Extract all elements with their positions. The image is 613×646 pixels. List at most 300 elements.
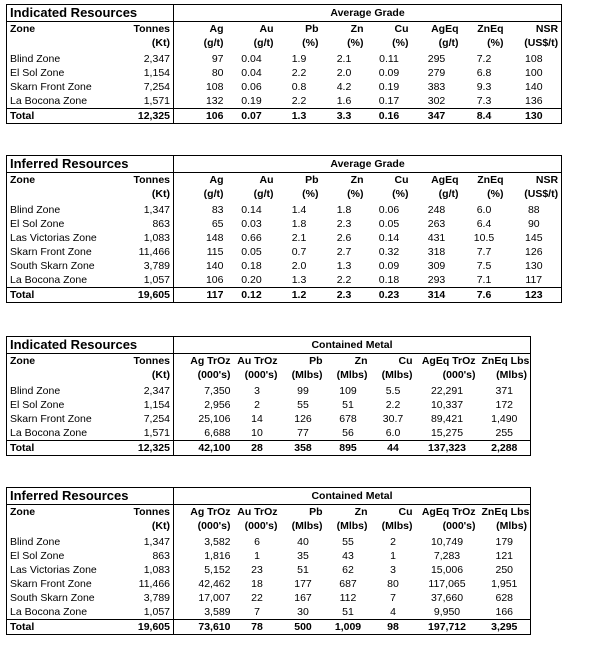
table-cell: 5.5 xyxy=(385,385,401,397)
table-cell: 117,065 xyxy=(428,578,466,590)
table-cell: 9.3 xyxy=(476,81,492,93)
table-row xyxy=(7,217,562,231)
table-cell: 130 xyxy=(525,260,543,272)
zone-name: Blind Zone xyxy=(10,204,61,216)
column-header: Ag xyxy=(174,22,227,37)
table-cell: 14 xyxy=(251,413,263,425)
column-header: AgEq TrOz xyxy=(421,355,476,367)
table-cell: 302 xyxy=(427,95,446,107)
column-header: (Mlbs) xyxy=(291,369,323,381)
total-cell: 28 xyxy=(234,441,281,456)
table-cell: 112 xyxy=(339,592,357,604)
table-cell: 99 xyxy=(297,385,309,397)
table-cell: 1.8 xyxy=(336,204,352,216)
table-cell: 7.5 xyxy=(476,260,492,272)
column-header: Cu xyxy=(394,174,409,186)
column-header: Zone xyxy=(7,173,117,188)
table-cell: 6.0 xyxy=(476,204,492,216)
table-cell: 431 xyxy=(427,232,446,244)
total-cell: 0.07 xyxy=(227,109,277,124)
table-cell: 1,154 xyxy=(143,399,170,411)
column-header: (Kt) xyxy=(151,369,170,381)
table-cell: 5,152 xyxy=(174,563,234,577)
table-cell: 7 xyxy=(390,592,396,604)
table-cell: 166 xyxy=(495,606,514,618)
table-cell: 10,749 xyxy=(430,536,464,548)
table-row xyxy=(7,533,531,549)
column-header: (%) xyxy=(347,188,364,200)
table-title: Indicated Resources xyxy=(10,5,138,20)
column-header: Zn xyxy=(350,23,364,35)
column-header: (000's) xyxy=(174,368,234,382)
column-header: Zone xyxy=(7,354,117,369)
table-cell: 0.09 xyxy=(378,260,400,272)
table-cell: 2,347 xyxy=(143,53,170,65)
column-header: (US$/t) xyxy=(524,37,559,49)
group-header: Contained Metal xyxy=(174,488,531,505)
table-cell: 0.18 xyxy=(241,260,262,272)
total-cell: 314 xyxy=(412,288,462,303)
column-header: Pb xyxy=(305,174,319,186)
table-cell: 56 xyxy=(342,427,354,439)
table-cell: 6 xyxy=(254,536,260,548)
total-row xyxy=(7,109,562,124)
table-cell: 2.2 xyxy=(385,399,401,411)
table-cell: 1,816 xyxy=(174,549,234,563)
total-cell: 78 xyxy=(234,620,281,635)
table-cell: 1.3 xyxy=(336,260,352,272)
table-row xyxy=(7,66,562,80)
column-header: (Mlbs) xyxy=(381,369,413,381)
table-cell: 51 xyxy=(297,564,309,576)
table-cell: 25,106 xyxy=(174,412,234,426)
table-cell: 2.1 xyxy=(336,53,352,65)
column-header: (Kt) xyxy=(151,520,170,532)
column-header: NSR xyxy=(535,174,559,186)
column-header: AgEq TrOz xyxy=(421,506,476,518)
table-cell: 42,462 xyxy=(174,577,234,591)
table-cell: 0.19 xyxy=(241,95,262,107)
table-cell: 11,466 xyxy=(138,578,170,590)
table-cell: 2.3 xyxy=(336,218,352,230)
table-cell: 2.2 xyxy=(291,67,307,79)
table-cell: 43 xyxy=(342,550,354,562)
table-cell: 2,956 xyxy=(174,398,234,412)
table-cell: 6.4 xyxy=(476,218,492,230)
column-header: (000's) xyxy=(442,520,476,532)
column-header: Tonnes xyxy=(117,22,174,37)
resource-table xyxy=(6,4,562,124)
column-header: (g/t) xyxy=(438,188,459,200)
zone-name: South Skarn Zone xyxy=(10,592,95,604)
column-header: ZnEq Lbs xyxy=(481,355,530,367)
table-cell: 18 xyxy=(251,578,263,590)
table-cell: 863 xyxy=(152,218,170,230)
table-cell: 7,254 xyxy=(143,413,170,425)
table-row xyxy=(7,605,531,620)
column-header: Zn xyxy=(354,355,368,367)
table-cell: 7,283 xyxy=(433,550,461,562)
table-cell: 77 xyxy=(297,427,309,439)
table-cell: 11,466 xyxy=(138,246,170,258)
column-header: Au xyxy=(259,174,274,186)
column-header: Cu xyxy=(398,355,413,367)
column-header: Zn xyxy=(354,506,368,518)
column-header: (%) xyxy=(392,37,409,49)
table-cell: 148 xyxy=(174,231,227,245)
table-cell: 1,490 xyxy=(491,413,518,425)
zone-name: Skarn Front Zone xyxy=(10,413,92,425)
table-row xyxy=(7,259,562,273)
table-row xyxy=(7,549,531,563)
table-cell: 250 xyxy=(495,564,514,576)
table-cell: 1,347 xyxy=(143,536,170,548)
table-cell: 2 xyxy=(254,399,260,411)
column-header: (g/t) xyxy=(253,37,274,49)
table-cell: 0.11 xyxy=(379,53,399,65)
column-header: AgEq xyxy=(431,174,459,186)
table-cell: 136 xyxy=(525,95,543,107)
table-cell: 1,154 xyxy=(143,67,170,79)
table-cell: 145 xyxy=(525,232,543,244)
table-cell: 126 xyxy=(525,246,543,258)
column-header: (%) xyxy=(302,188,319,200)
column-header: Cu xyxy=(394,23,409,35)
zone-name: Las Victorias Zone xyxy=(10,564,97,576)
table-cell: 121 xyxy=(495,550,514,562)
table-cell: 62 xyxy=(342,564,354,576)
total-row xyxy=(7,288,562,303)
header-row xyxy=(7,22,562,37)
table-cell: 22 xyxy=(251,592,263,604)
table-row xyxy=(7,50,562,66)
table-cell: 108 xyxy=(174,80,227,94)
table-cell: 0.14 xyxy=(378,232,400,244)
total-cell: 500 xyxy=(281,620,326,635)
table-cell: 3 xyxy=(390,564,396,576)
table-cell: 97 xyxy=(174,50,227,66)
table-row xyxy=(7,201,562,217)
table-cell: 15,275 xyxy=(430,427,464,439)
table-title: Inferred Resources xyxy=(10,156,129,171)
table-cell: 6,688 xyxy=(174,426,234,441)
table-cell: 2.2 xyxy=(291,95,307,107)
zone-name: El Sol Zone xyxy=(10,218,65,230)
table-cell: 140 xyxy=(174,259,227,273)
table-cell: 40 xyxy=(297,536,309,548)
table-cell: 248 xyxy=(427,204,446,216)
table-cell: 0.05 xyxy=(241,246,262,258)
zone-name: El Sol Zone xyxy=(10,399,65,411)
column-header: (%) xyxy=(347,37,364,49)
table-cell: 115 xyxy=(174,245,227,259)
table-cell: 55 xyxy=(342,536,354,548)
column-header: ZnEq xyxy=(477,23,504,35)
table-cell: 0.66 xyxy=(241,232,262,244)
table-row xyxy=(7,382,531,398)
column-header xyxy=(7,187,117,201)
total-cell: 98 xyxy=(371,620,416,635)
header-row xyxy=(7,354,531,369)
total-label: Total xyxy=(7,288,117,303)
table-cell: 2.2 xyxy=(336,274,352,286)
table-cell: 1,083 xyxy=(143,564,170,576)
zone-name: Skarn Front Zone xyxy=(10,578,92,590)
column-header: Tonnes xyxy=(117,173,174,188)
table-cell: 263 xyxy=(427,218,446,230)
table-cell: 30.7 xyxy=(382,413,404,425)
table-cell: 108 xyxy=(525,53,543,65)
column-header: (%) xyxy=(487,37,504,49)
column-header: (Kt) xyxy=(151,37,170,49)
table-cell: 37,660 xyxy=(430,592,464,604)
table-cell: 177 xyxy=(294,578,312,590)
table-cell: 0.19 xyxy=(378,81,400,93)
table-cell: 6.8 xyxy=(476,67,492,79)
resource-table xyxy=(6,336,531,456)
table-cell: 109 xyxy=(339,385,357,397)
table-cell: 2.7 xyxy=(336,246,352,258)
total-cell: 1.2 xyxy=(277,288,322,303)
column-header: Pb xyxy=(309,506,323,518)
column-header: (g/t) xyxy=(438,37,459,49)
table-row xyxy=(7,80,562,94)
table-cell: 628 xyxy=(495,592,514,604)
table-cell: 0.18 xyxy=(378,274,400,286)
group-header: Average Grade xyxy=(174,5,562,22)
table-cell: 179 xyxy=(495,536,514,548)
table-cell: 1.3 xyxy=(291,274,307,286)
column-header: (Mlbs) xyxy=(496,369,528,381)
table-cell: 10 xyxy=(251,427,263,439)
column-header: Ag TrOz xyxy=(174,354,234,369)
table-cell: 1,571 xyxy=(143,427,170,439)
table-cell: 0.17 xyxy=(378,95,400,107)
table-cell: 1,057 xyxy=(143,606,170,618)
total-cell: 42,100 xyxy=(174,441,234,456)
column-header: (%) xyxy=(487,188,504,200)
table-cell: 1,347 xyxy=(143,204,170,216)
column-header: (Mlbs) xyxy=(336,369,368,381)
column-header: (Mlbs) xyxy=(291,520,323,532)
table-cell: 3,589 xyxy=(174,605,234,620)
table-cell: 2.0 xyxy=(336,67,352,79)
table-cell: 6.0 xyxy=(385,427,401,439)
table-cell: 140 xyxy=(525,81,543,93)
column-header: (Mlbs) xyxy=(496,520,528,532)
table-cell: 83 xyxy=(174,201,227,217)
column-header xyxy=(7,36,117,50)
total-row xyxy=(7,441,531,456)
table-cell: 51 xyxy=(342,606,354,618)
table-cell: 0.04 xyxy=(241,67,262,79)
table-row xyxy=(7,426,531,441)
table-cell: 309 xyxy=(427,260,446,272)
table-cell: 132 xyxy=(174,94,227,109)
column-header: (US$/t) xyxy=(524,188,559,200)
table-cell: 10.5 xyxy=(473,232,495,244)
table-cell: 172 xyxy=(495,399,514,411)
table-cell: 35 xyxy=(297,550,309,562)
table-cell: 0.20 xyxy=(241,274,262,286)
table-cell: 88 xyxy=(527,204,540,216)
header-row xyxy=(7,519,531,533)
column-header: Zone xyxy=(7,22,117,37)
table-title: Inferred Resources xyxy=(10,488,129,503)
table-cell: 2,347 xyxy=(143,385,170,397)
group-header: Average Grade xyxy=(174,156,562,173)
column-header: Tonnes xyxy=(117,354,174,369)
table-cell: 126 xyxy=(294,413,312,425)
table-cell: 0.03 xyxy=(241,218,262,230)
table-cell: 90 xyxy=(527,218,540,230)
table-cell: 383 xyxy=(427,81,446,93)
table-cell: 2.6 xyxy=(336,232,352,244)
table-cell: 0.05 xyxy=(378,218,400,230)
table-cell: 371 xyxy=(495,385,514,397)
total-cell: 12,325 xyxy=(117,109,174,124)
table-cell: 22,291 xyxy=(430,385,464,397)
total-cell: 8.4 xyxy=(462,109,507,124)
zone-name: El Sol Zone xyxy=(10,67,65,79)
total-cell: 2.3 xyxy=(322,288,367,303)
column-header: (000's) xyxy=(442,369,476,381)
column-header: Zone xyxy=(7,505,117,520)
total-cell: 12,325 xyxy=(117,441,174,456)
table-cell: 117 xyxy=(525,274,543,286)
column-header: ZnEq Lbs xyxy=(481,506,530,518)
column-header: ZnEq xyxy=(477,174,504,186)
table-cell: 0.04 xyxy=(241,53,262,65)
table-cell: 0.8 xyxy=(291,81,307,93)
table-title: Indicated Resources xyxy=(10,337,138,352)
total-row xyxy=(7,620,531,635)
total-cell: 130 xyxy=(507,109,562,124)
total-cell: 3,295 xyxy=(479,620,531,635)
table-row xyxy=(7,577,531,591)
table-cell: 3 xyxy=(254,385,260,397)
table-row xyxy=(7,591,531,605)
zone-name: Blind Zone xyxy=(10,385,61,397)
column-header: (Mlbs) xyxy=(336,520,368,532)
total-cell: 123 xyxy=(507,288,562,303)
column-header: Zn xyxy=(350,174,364,186)
column-header: (%) xyxy=(392,188,409,200)
table-cell: 7.7 xyxy=(476,246,492,258)
header-row xyxy=(7,173,562,188)
total-cell: 0.16 xyxy=(367,109,412,124)
zone-name: Skarn Front Zone xyxy=(10,81,92,93)
column-header: Ag TrOz xyxy=(174,505,234,520)
table-row xyxy=(7,398,531,412)
table-cell: 7,350 xyxy=(174,382,234,398)
total-cell: 19,605 xyxy=(117,288,174,303)
total-label: Total xyxy=(7,620,117,635)
table-cell: 100 xyxy=(525,67,543,79)
column-header: NSR xyxy=(535,23,559,35)
column-header: (000's) xyxy=(174,519,234,533)
column-header: (000's) xyxy=(244,520,278,532)
table-cell: 1 xyxy=(390,550,396,562)
table-cell: 1 xyxy=(254,550,260,562)
zone-name: El Sol Zone xyxy=(10,550,65,562)
table-cell: 0.06 xyxy=(378,204,400,216)
table-cell: 2.0 xyxy=(291,260,307,272)
column-header: Tonnes xyxy=(117,505,174,520)
table-row xyxy=(7,412,531,426)
zone-name: Blind Zone xyxy=(10,536,61,548)
total-cell: 358 xyxy=(281,441,326,456)
total-cell: 3.3 xyxy=(322,109,367,124)
column-header: (g/t) xyxy=(253,188,274,200)
resource-table xyxy=(6,487,531,635)
zone-name: La Bocona Zone xyxy=(10,274,88,286)
total-cell: 895 xyxy=(326,441,371,456)
table-cell: 0.14 xyxy=(241,204,262,216)
header-row xyxy=(7,368,531,382)
total-cell: 0.23 xyxy=(367,288,412,303)
table-cell: 2 xyxy=(390,536,396,548)
table-cell: 3,789 xyxy=(143,260,170,272)
table-cell: 1,951 xyxy=(491,578,518,590)
table-cell: 3,789 xyxy=(143,592,170,604)
column-header: Au TrOz xyxy=(237,506,278,518)
column-header: (%) xyxy=(302,37,319,49)
table-cell: 863 xyxy=(152,550,170,562)
total-cell: 73,610 xyxy=(174,620,234,635)
table-cell: 1.4 xyxy=(291,204,307,216)
column-header: (000's) xyxy=(244,369,278,381)
table-cell: 4.2 xyxy=(336,81,352,93)
table-cell: 65 xyxy=(174,217,227,231)
table-cell: 1.8 xyxy=(291,218,307,230)
total-cell: 1.3 xyxy=(277,109,322,124)
table-cell: 0.7 xyxy=(291,246,307,258)
header-row xyxy=(7,187,562,201)
table-cell: 0.32 xyxy=(378,246,400,258)
table-cell: 7.1 xyxy=(476,274,492,286)
table-row xyxy=(7,231,562,245)
table-cell: 7.2 xyxy=(476,53,492,65)
zone-name: La Bocona Zone xyxy=(10,606,88,618)
table-cell: 293 xyxy=(427,274,446,286)
total-cell: 7.6 xyxy=(462,288,507,303)
table-cell: 55 xyxy=(297,399,309,411)
total-cell: 106 xyxy=(174,109,227,124)
column-header: Ag xyxy=(174,173,227,188)
table-cell: 4 xyxy=(390,606,396,618)
column-header xyxy=(7,368,117,382)
zone-name: Blind Zone xyxy=(10,53,61,65)
table-cell: 7.3 xyxy=(476,95,492,107)
total-cell: 137,323 xyxy=(416,441,479,456)
total-label: Total xyxy=(7,441,117,456)
column-header: Pb xyxy=(305,23,319,35)
table-cell: 106 xyxy=(174,273,227,288)
table-cell: 51 xyxy=(342,399,354,411)
column-header: (Kt) xyxy=(151,188,170,200)
table-cell: 295 xyxy=(427,53,446,65)
table-cell: 1,057 xyxy=(143,274,170,286)
total-cell: 19,605 xyxy=(117,620,174,635)
column-header: (Mlbs) xyxy=(381,520,413,532)
table-cell: 167 xyxy=(294,592,312,604)
table-cell: 255 xyxy=(495,427,514,439)
total-cell: 117 xyxy=(174,288,227,303)
table-cell: 30 xyxy=(297,606,309,618)
header-row xyxy=(7,36,562,50)
table-cell: 1,571 xyxy=(143,95,170,107)
